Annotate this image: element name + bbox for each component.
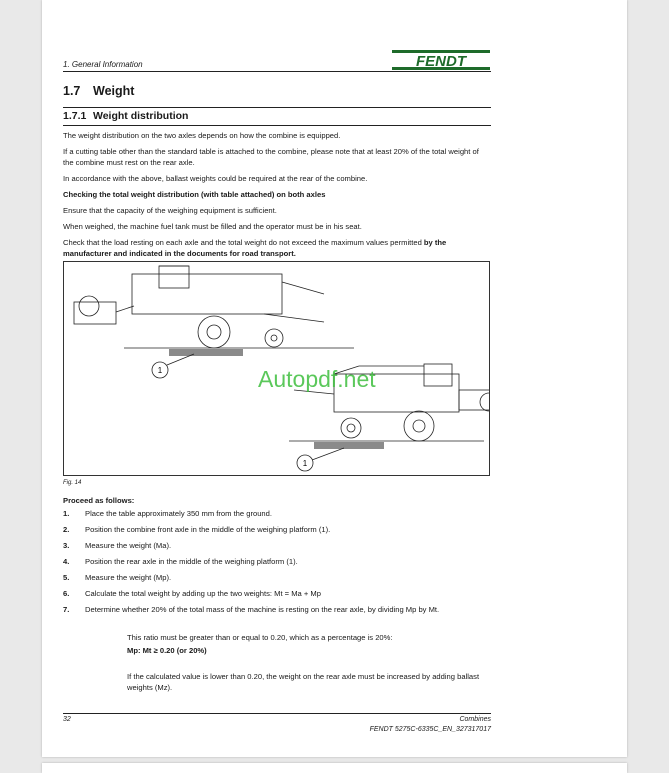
cab bbox=[424, 364, 452, 386]
cutting-table bbox=[459, 390, 490, 410]
ratio-text: This ratio must be greater than or equal to 0.20, which as a percentage is 20%: bbox=[127, 633, 393, 642]
callout-number: 1 bbox=[302, 459, 308, 468]
paragraph: In accordance with the above, ballast weights could be required at the rear of the combine. bbox=[63, 174, 368, 183]
rear-wheel bbox=[265, 329, 283, 347]
step-number: 2. bbox=[63, 525, 70, 534]
step-number: 1. bbox=[63, 509, 70, 518]
reel bbox=[480, 393, 490, 411]
paragraph: Ensure that the capacity of the weighing equipment is sufficient. bbox=[63, 206, 277, 215]
step-text: Determine whether 20% of the total mass of the machine is resting on the rear axle, by dividing Mp by Mt. bbox=[85, 605, 440, 614]
step-text: Measure the weight (Mp). bbox=[85, 573, 172, 582]
step-number: 5. bbox=[63, 573, 70, 582]
check-paragraph bbox=[63, 238, 491, 259]
check-text: Check that the load resting on each axle and the total weight do not exceed the maximum values permitted bbox=[63, 238, 424, 247]
heading-2-title: Weight distribution bbox=[93, 110, 189, 122]
ratio-formula: Mp: Mt ≥ 0.20 (or 20%) bbox=[127, 646, 207, 655]
callout-number: 1 bbox=[157, 366, 163, 375]
step-text: Position the combine front axle in the middle of the weighing platform (1). bbox=[85, 525, 331, 534]
combine-body bbox=[132, 274, 282, 314]
step-text: Position the rear axle in the middle of the weighing platform (1). bbox=[85, 557, 298, 566]
discharge-chute bbox=[282, 282, 324, 294]
callout-bottom bbox=[297, 448, 344, 471]
callout-top bbox=[152, 354, 194, 378]
step-number: 3. bbox=[63, 541, 70, 550]
rear-wheel bbox=[341, 418, 361, 438]
footer-rule bbox=[63, 713, 491, 714]
combine-front-axle-illustration bbox=[74, 266, 354, 356]
step-text: Calculate the total weight by adding up the two weights: Mt = Ma + Mp bbox=[85, 589, 321, 598]
heading-2-bottom-rule bbox=[63, 125, 491, 126]
subheading: Checking the total weight distribution (with table attached) on both axles bbox=[63, 190, 326, 199]
fendt-logo bbox=[392, 50, 490, 70]
cutting-table bbox=[74, 302, 116, 324]
final-text: If the calculated value is lower than 0.20, the weight on the rear axle must be increased by adding ballast weights (Mz). bbox=[127, 672, 480, 692]
heading-2 bbox=[63, 110, 188, 122]
heading-1 bbox=[63, 84, 134, 98]
figure-caption: Fig. 14 bbox=[63, 480, 82, 486]
step-text: Place the table approximately 350 mm from the ground. bbox=[85, 509, 272, 518]
step-text: Measure the weight (Ma). bbox=[85, 541, 172, 550]
paragraph: If a cutting table other than the standard table is attached to the combine, please note that at least 20% of the total weight of the combine must rest on the rear axle. bbox=[63, 147, 479, 167]
page-number: 32 bbox=[63, 716, 71, 723]
watermark-text: Autopdf.net bbox=[258, 366, 376, 392]
cab bbox=[159, 266, 189, 288]
paragraph: The weight distribution on the two axles depends on how the combine is equipped. bbox=[63, 131, 341, 140]
heading-2-top-rule bbox=[63, 107, 491, 108]
logo-text: FENDT bbox=[416, 53, 466, 70]
heading-1-number: 1.7 bbox=[63, 84, 81, 98]
header-section: 1. General Information bbox=[63, 60, 143, 69]
proceed-heading: Proceed as follows: bbox=[63, 496, 135, 505]
check-text-bold: by the manufacturer and indicated in the documents for road transport. bbox=[63, 238, 447, 258]
weighing-platform bbox=[314, 442, 384, 449]
heading-2-number: 1.7.1 bbox=[63, 110, 87, 122]
step-number: 6. bbox=[63, 589, 70, 598]
front-wheel bbox=[404, 411, 434, 441]
paragraph: When weighed, the machine fuel tank must be filled and the operator must be in his seat. bbox=[63, 222, 362, 231]
footer-doc-id: FENDT 5275C-6335C_EN_327317017 bbox=[369, 726, 491, 733]
step-number: 4. bbox=[63, 557, 70, 566]
header-rule bbox=[63, 71, 491, 72]
reel bbox=[79, 296, 99, 316]
front-wheel bbox=[198, 316, 230, 348]
footer-title: Combines bbox=[459, 716, 491, 723]
next-page-edge bbox=[42, 763, 627, 773]
weighing-platform bbox=[169, 349, 243, 356]
step-number: 7. bbox=[63, 605, 70, 614]
heading-1-title: Weight bbox=[93, 84, 135, 98]
